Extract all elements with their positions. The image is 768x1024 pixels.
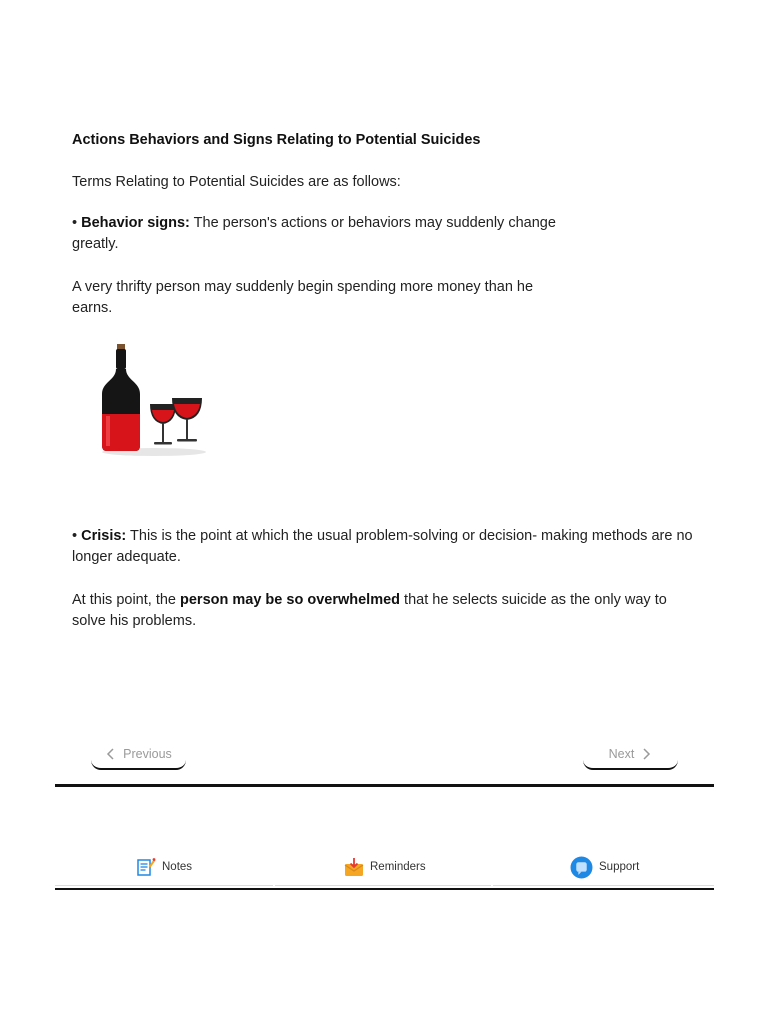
previous-label: Previous [123,747,172,761]
chevron-right-icon [640,748,652,760]
next-label: Next [608,747,635,761]
tabbar-divider [55,888,714,890]
tab-underline-support [493,885,714,886]
crisis-detail-pre: At this point, the [72,592,181,608]
notes-icon [136,857,156,877]
page-title: Actions Behaviors and Signs Relating to Potential Suicides [72,132,481,148]
behavior-signs-paragraph: • Behavior signs: The person's actions or behaviors may suddenly change greatly. [72,215,556,252]
tab-support[interactable] [570,852,639,882]
chevron-left-icon [105,748,117,760]
example-paragraph: A very thrifty person may suddenly begin spending more money than he earns. [72,279,534,316]
intro-text: Terms Relating to Potential Suicides are as follows: [72,174,401,190]
next-button[interactable] [583,740,678,770]
tab-support-label: Support [599,861,640,873]
crisis-detail-bold: person may be so overwhelmed [180,592,401,608]
tab-reminders[interactable] [344,852,426,882]
nav-divider [55,784,714,787]
tab-notes[interactable] [136,852,192,882]
tab-underline-reminders [275,885,491,886]
wine-bottle-and-glasses-illustration [96,342,216,457]
tab-reminders-label: Reminders [370,861,426,873]
crisis-paragraph: • Crisis: This is the point at which the usual problem-solving or decision- making methods are no longer adequate. [72,528,693,565]
crisis-detail-post: that he selects suicide as the only way to solve his problems. [72,592,667,629]
tab-notes-label: Notes [162,861,193,873]
support-icon [570,856,593,879]
behavior-signs-term: Behavior signs: [81,215,190,231]
previous-button[interactable] [91,740,186,770]
tab-underline-notes [55,885,273,886]
crisis-term: Crisis: [81,528,127,544]
reminders-icon [344,857,364,877]
crisis-detail-paragraph [72,590,692,632]
behavior-signs-text: The person's actions or behaviors may suddenly change greatly. [72,215,556,252]
crisis-text: This is the point at which the usual problem-solving or decision- making methods are no longer adequate. [72,528,693,565]
